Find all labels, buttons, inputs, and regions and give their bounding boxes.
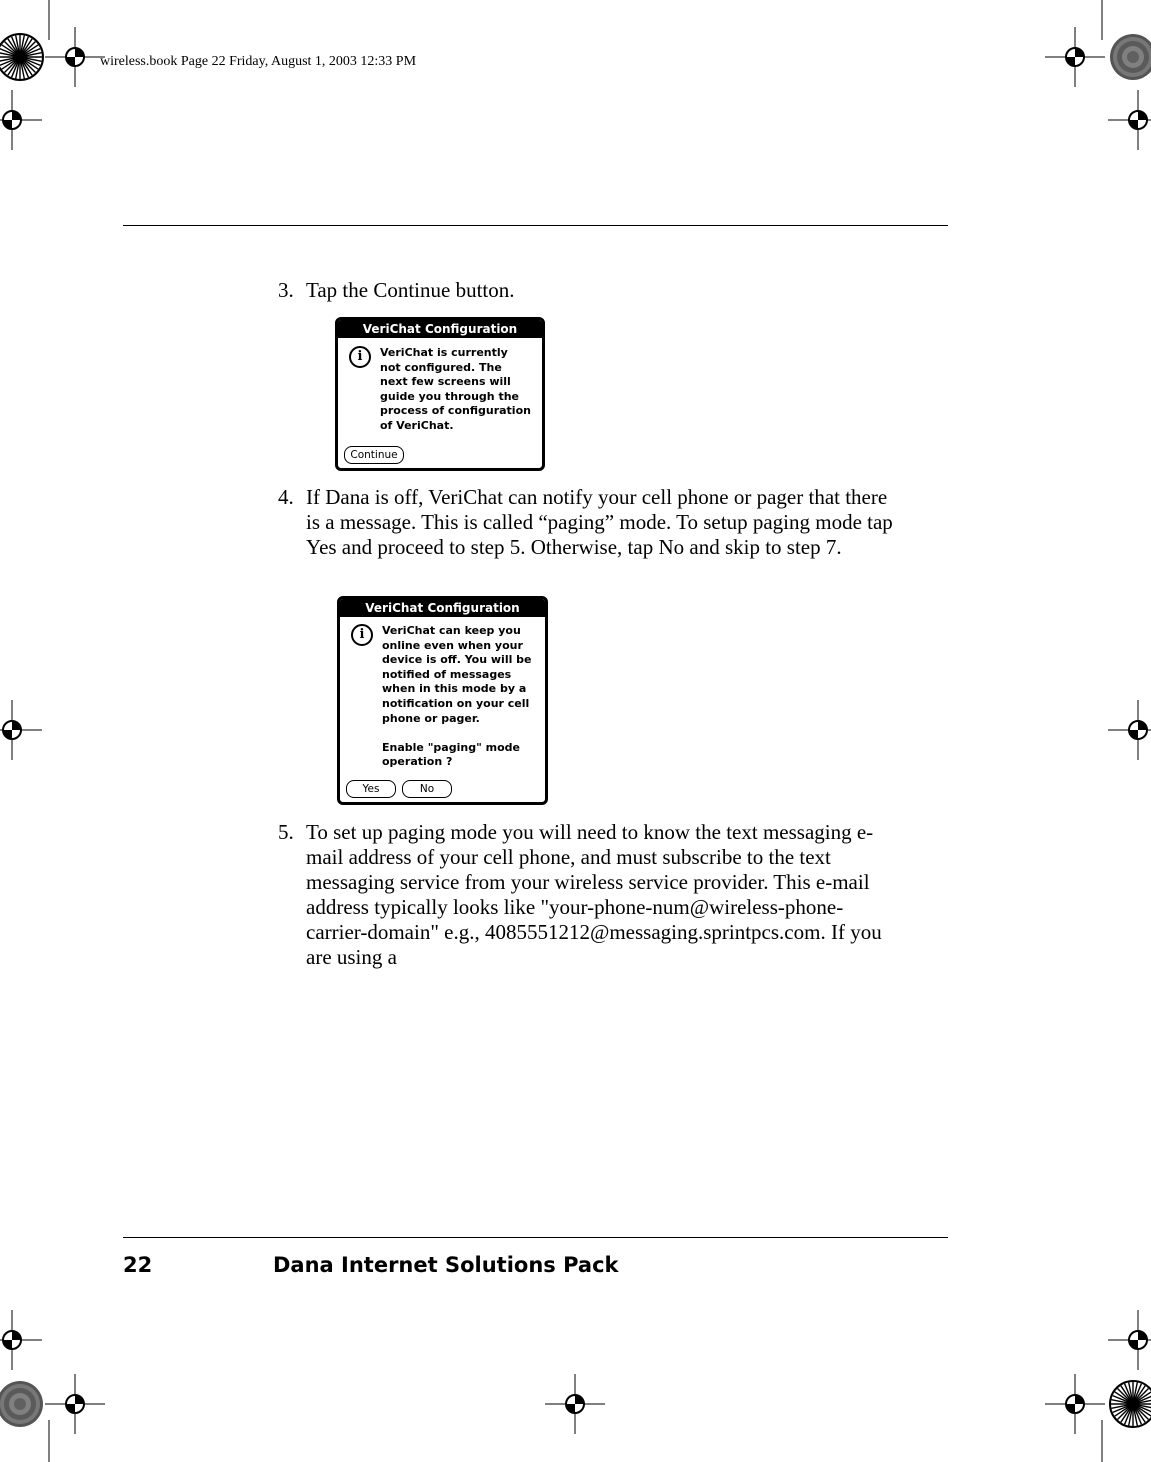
book-title: Dana Internet Solutions Pack — [273, 1253, 619, 1277]
continue-button[interactable]: Continue — [344, 446, 404, 464]
step-text: If Dana is off, VeriChat can notify your cell phone or pager that there is a message. This is called “paging” mode. To setup paging mode tap Yes and proceed to step 5. Otherwise, tap No and skip to step 7. — [306, 485, 893, 559]
step-5 — [278, 820, 898, 970]
step-number: 3. — [278, 278, 294, 302]
verichat-config-dialog-2 — [337, 596, 548, 805]
step-text: Tap the Continue button. — [306, 278, 515, 302]
verichat-config-dialog-1 — [335, 317, 545, 471]
step-number: 5. — [278, 820, 294, 844]
footer-rule — [123, 1237, 948, 1238]
info-icon: i — [349, 346, 371, 368]
print-slug: wireless.book Page 22 Friday, August 1, 2003 12:33 PM — [100, 54, 417, 69]
dialog-title: VeriChat Configuration — [340, 599, 545, 617]
info-icon: i — [351, 624, 373, 646]
page-number: 22 — [123, 1253, 153, 1277]
step-3 — [278, 278, 898, 303]
dialog-message: VeriChat is currently not configured. The next few screens will guide you through the process of configuration of VeriChat. — [380, 346, 531, 432]
no-button[interactable]: No — [402, 780, 452, 798]
header-rule — [123, 225, 948, 226]
step-number: 4. — [278, 485, 294, 509]
step-4 — [278, 485, 898, 560]
dialog-title: VeriChat Configuration — [338, 320, 542, 338]
yes-button[interactable]: Yes — [346, 780, 396, 798]
step-text: To set up paging mode you will need to know the text messaging e-mail address of your cell phone, and must subscribe to the text messaging service from your wireless service provider. This e-mail address typically looks like "your-phone-num@wireless-phone-carrier-domain" e.g., 4085551212@messaging.sprintpcs.com. If you are using a — [306, 820, 882, 969]
dialog-message: VeriChat can keep you online even when your device is off. You will be notified of messages when in this mode by a notification on your cell phone or pager. Enable "paging" mode operation ? — [382, 624, 532, 769]
